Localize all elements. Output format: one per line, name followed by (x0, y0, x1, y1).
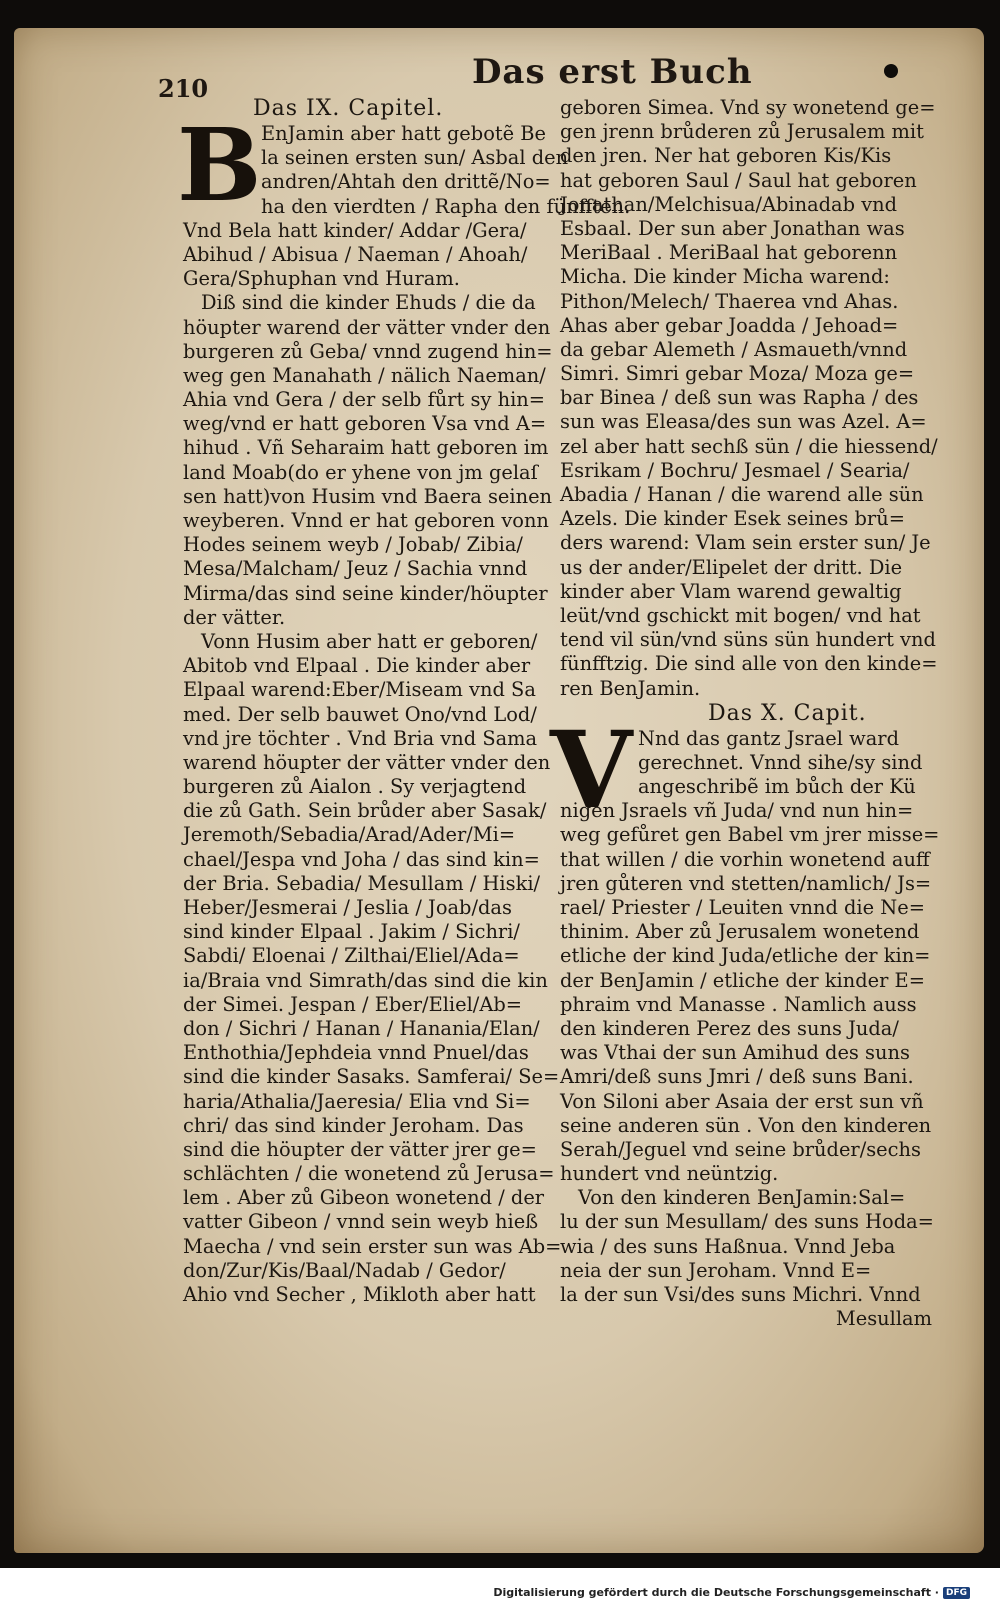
drop-cap-initial: B (177, 106, 262, 224)
text-line: andren/Ahtah den drittẽ/No= (261, 170, 551, 194)
text-line: zel aber hatt sechß sün / die hiessend/ (560, 434, 938, 458)
text-line: ia/Braia vnd Simrath/das sind die kin (183, 968, 548, 992)
text-line: fünfftzig. Die sind alle von den kinde= (560, 652, 938, 676)
text-line: der Simei. Jespan / Eber/Eliel/Ab= (183, 992, 522, 1016)
running-head: Das erst Buch (471, 52, 753, 92)
text-line: sen hatt)von Husim vnd Baera seinen (183, 484, 553, 508)
text-line: Von den kinderen BenJamin:Sal= (578, 1186, 906, 1210)
text-line: sind die kinder Sasaks. Samferai/ Se= (183, 1065, 560, 1089)
text-line: ders warend: Vlam sein erster sun/ Je (560, 531, 931, 555)
text-line: etliche der kind Juda/etliche der kin= (560, 944, 931, 968)
text-line: schlächten / die wonetend zů Jerusa= (183, 1162, 555, 1186)
text-line: Micha. Die kinder Micha warend: (560, 265, 890, 289)
page-number: 210 (158, 74, 209, 103)
text-line: EnJamin aber hatt gebotẽ Be (261, 122, 547, 145)
right-column-continuation (560, 96, 938, 701)
text-line: den jren. Ner hat geboren Kis/Kis (560, 144, 892, 168)
text-line: sind kinder Elpaal . Jakim / Sichri/ (183, 920, 520, 944)
text-line: ren BenJamin. (560, 676, 701, 700)
text-line: Von Siloni aber Asaia der erst sun vñ (560, 1089, 924, 1113)
text-line: that willen / die vorhin wonetend auff (560, 847, 930, 871)
text-line: vnd jre töchter . Vnd Bria vnd Sama (183, 726, 538, 750)
text-line: Mesa/Malcham/ Jeuz / Sachia vnnd (183, 557, 528, 581)
text-line: die zů Gath. Sein brůder aber Sasak/ (183, 799, 547, 823)
text-line: Nnd das gantz Jsrael ward (638, 726, 899, 750)
text-line: don / Sichri / Hanan / Hanania/Elan/ (183, 1016, 540, 1040)
text-line: angeschribẽ im bůch der Kü (638, 775, 916, 799)
text-line: Heber/Jesmerai / Jeslia / Joab/das (183, 896, 512, 919)
text-line: rael/ Priester / Leuiten vnnd die Ne= (560, 896, 925, 919)
text-line: chri/ das sind kinder Jeroham. Das (183, 1113, 524, 1137)
dfg-logo: DFG (943, 1587, 970, 1599)
text-line: weg gefůret gen Babel vm jrer misse= (560, 823, 940, 847)
right-text-column (550, 96, 940, 1331)
text-line: nigen Jsraels vñ Juda/ vnd nun hin= (560, 799, 914, 823)
text-line: Esbaal. Der sun aber Jonathan was (560, 216, 905, 240)
text-line: us der ander/Elipelet der dritt. Die (560, 555, 903, 579)
credit-text: Digitalisierung gefördert durch die Deutsche Forschungsgemeinschaft · (493, 1586, 939, 1599)
text-line: weg/vnd er hatt geboren Vsa vnd A= (183, 412, 547, 436)
text-line: Amri/deß suns Jmri / deß suns Bani. (560, 1065, 914, 1089)
text-line: hundert vnd neüntzig. (560, 1162, 779, 1186)
chapter-x-text (560, 799, 940, 1307)
text-line: don/Zur/Kis/Baal/Nadab / Gedor/ (183, 1258, 506, 1282)
text-line: tend vil sün/vnd süns sün hundert vnd (560, 628, 936, 652)
text-line: den kinderen Perez des suns Juda/ (560, 1016, 899, 1040)
text-line: Ahia vnd Gera / der selb fůrt sy hin= (183, 388, 546, 412)
text-line: Simri. Simri gebar Moza/ Moza ge= (560, 362, 915, 386)
text-line: leüt/vnd gschickt mit bogen/ vnd hat (560, 603, 921, 627)
text-line: wia / des suns Haßnua. Vnnd Jeba (560, 1234, 896, 1258)
text-line: gerechnet. Vnnd sihe/sy sind (638, 750, 923, 774)
text-line: Gera/Sphuphan vnd Huram. (183, 267, 460, 291)
text-line: vatter Gibeon / vnnd sein weyb hieß (183, 1210, 539, 1234)
text-line: Esrikam / Bochru/ Jesmael / Searia/ (560, 458, 910, 482)
text-line: der BenJamin / etliche der kinder E= (560, 968, 925, 992)
chapter-heading-ix: Das IX. Capitel. (253, 96, 444, 121)
text-line: Ahio vnd Secher , Mikloth aber hatt (183, 1283, 536, 1306)
chapter-heading-x: Das X. Capit. (708, 700, 867, 726)
text-line: da gebar Alemeth / Asmaueth/vnnd (560, 337, 908, 361)
text-line: weyberen. Vnnd er hat geboren vonn (183, 509, 549, 532)
text-line: der vätter. (183, 605, 286, 629)
text-line: kinder aber Vlam warend gewaltig (560, 579, 902, 603)
text-line: Vnd Bela hatt kinder/ Addar /Gera/ (183, 218, 527, 242)
text-line: Jonathan/Melchisua/Abinadab vnd (560, 192, 898, 216)
text-line: gen jrenn brůderen zů Jerusalem mit (560, 120, 924, 144)
text-line: Hodes seinem weyb / Jobab/ Zibia/ (183, 533, 523, 557)
text-line: seine anderen sün . Von den kinderen (560, 1113, 932, 1137)
text-line: land Moab(do er yhene von jm gelaſ (183, 460, 538, 484)
text-line: chael/Jespa vnd Joha / das sind kin= (183, 847, 540, 871)
text-line: burgeren zů Geba/ vnnd zugend hin= (183, 339, 553, 363)
text-line: Diß sind die kinder Ehuds / die da (201, 291, 536, 315)
text-line: Enthothia/Jephdeia vnnd Pnuel/das (183, 1041, 529, 1065)
text-line: Abitob vnd Elpaal . Die kinder aber (183, 654, 531, 678)
text-line: ha den vierdten / Rapha den fünfften. (261, 194, 631, 218)
text-line: was Vthai der sun Amihud des suns (560, 1041, 910, 1065)
text-line: Maecha / vnd sein erster sun was Ab= (183, 1234, 562, 1258)
text-line: MeriBaal . MeriBaal hat geborenn (560, 241, 898, 265)
digitization-credit (493, 1586, 970, 1599)
text-line: warend höupter der vätter vnder den (183, 750, 551, 774)
catchword: Mesullam (835, 1307, 932, 1331)
text-line: höupter warend der vätter vnder den (183, 315, 551, 339)
text-line: Ahas aber gebar Joadda / Jehoad= (560, 313, 899, 337)
text-line: haria/Athalia/Jaeresia/ Elia vnd Si= (183, 1089, 531, 1113)
text-line: weg gen Manahath / nälich Naeman/ (183, 363, 546, 387)
drop-cap-initial: V (550, 706, 633, 832)
text-line: Vonn Husim aber hatt er geboren/ (201, 629, 538, 653)
text-line: la seinen ersten sun/ Asbal den (261, 146, 569, 170)
text-line: jren gůteren vnd stetten/namlich/ Js= (560, 871, 932, 895)
text-line: lem . Aber zů Gibeon wonetend / der (183, 1186, 545, 1210)
text-line: Jeremoth/Sebadia/Arad/Ader/Mi= (183, 823, 516, 847)
text-line: hihud . Vñ Seharaim hatt geboren im (183, 436, 549, 460)
text-line: burgeren zů Aialon . Sy verjagtend (183, 775, 527, 799)
text-line: Sabdi/ Eloenai / Zilthai/Eliel/Ada= (183, 944, 520, 968)
text-line: phraim vnd Manasse . Namlich auss (560, 992, 917, 1016)
page-corner-mark (884, 64, 898, 78)
text-line: thinim. Aber zů Jerusalem wonetend (560, 920, 920, 944)
text-line: neia der sun Jeroham. Vnnd E= (560, 1258, 872, 1282)
text-line: Elpaal warend:Eber/Miseam vnd Sa (183, 678, 536, 702)
text-line: Mirma/das sind seine kinder/höupter (183, 581, 548, 605)
text-line: Azels. Die kinder Esek seines brů= (560, 507, 905, 531)
text-line: sind die höupter der vätter jrer ge= (183, 1137, 537, 1161)
text-line: Serah/Jeguel vnd seine brůder/sechs (560, 1137, 921, 1161)
text-line: hat geboren Saul / Saul hat geboren (560, 168, 917, 192)
text-line: bar Binea / deß sun was Rapha / des (560, 386, 919, 410)
text-line: sun was Eleasa/des sun was Azel. A= (560, 410, 927, 434)
text-line: la der sun Vsi/des suns Michri. Vnnd (560, 1283, 921, 1306)
text-line: geboren Simea. Vnd sy wonetend ge= (560, 96, 936, 119)
text-line: med. Der selb bauwet Ono/vnd Lod/ (183, 702, 537, 726)
text-line: Pithon/Melech/ Thaerea vnd Ahas. (560, 289, 899, 313)
text-line: Abadia / Hanan / die warend alle sün (560, 483, 924, 506)
text-line: lu der sun Mesullam/ des suns Hoda= (560, 1210, 934, 1234)
text-line: der Bria. Sebadia/ Mesullam / Hiski/ (183, 871, 541, 895)
text-line: Abihud / Abisua / Naeman / Ahoah/ (183, 242, 528, 266)
